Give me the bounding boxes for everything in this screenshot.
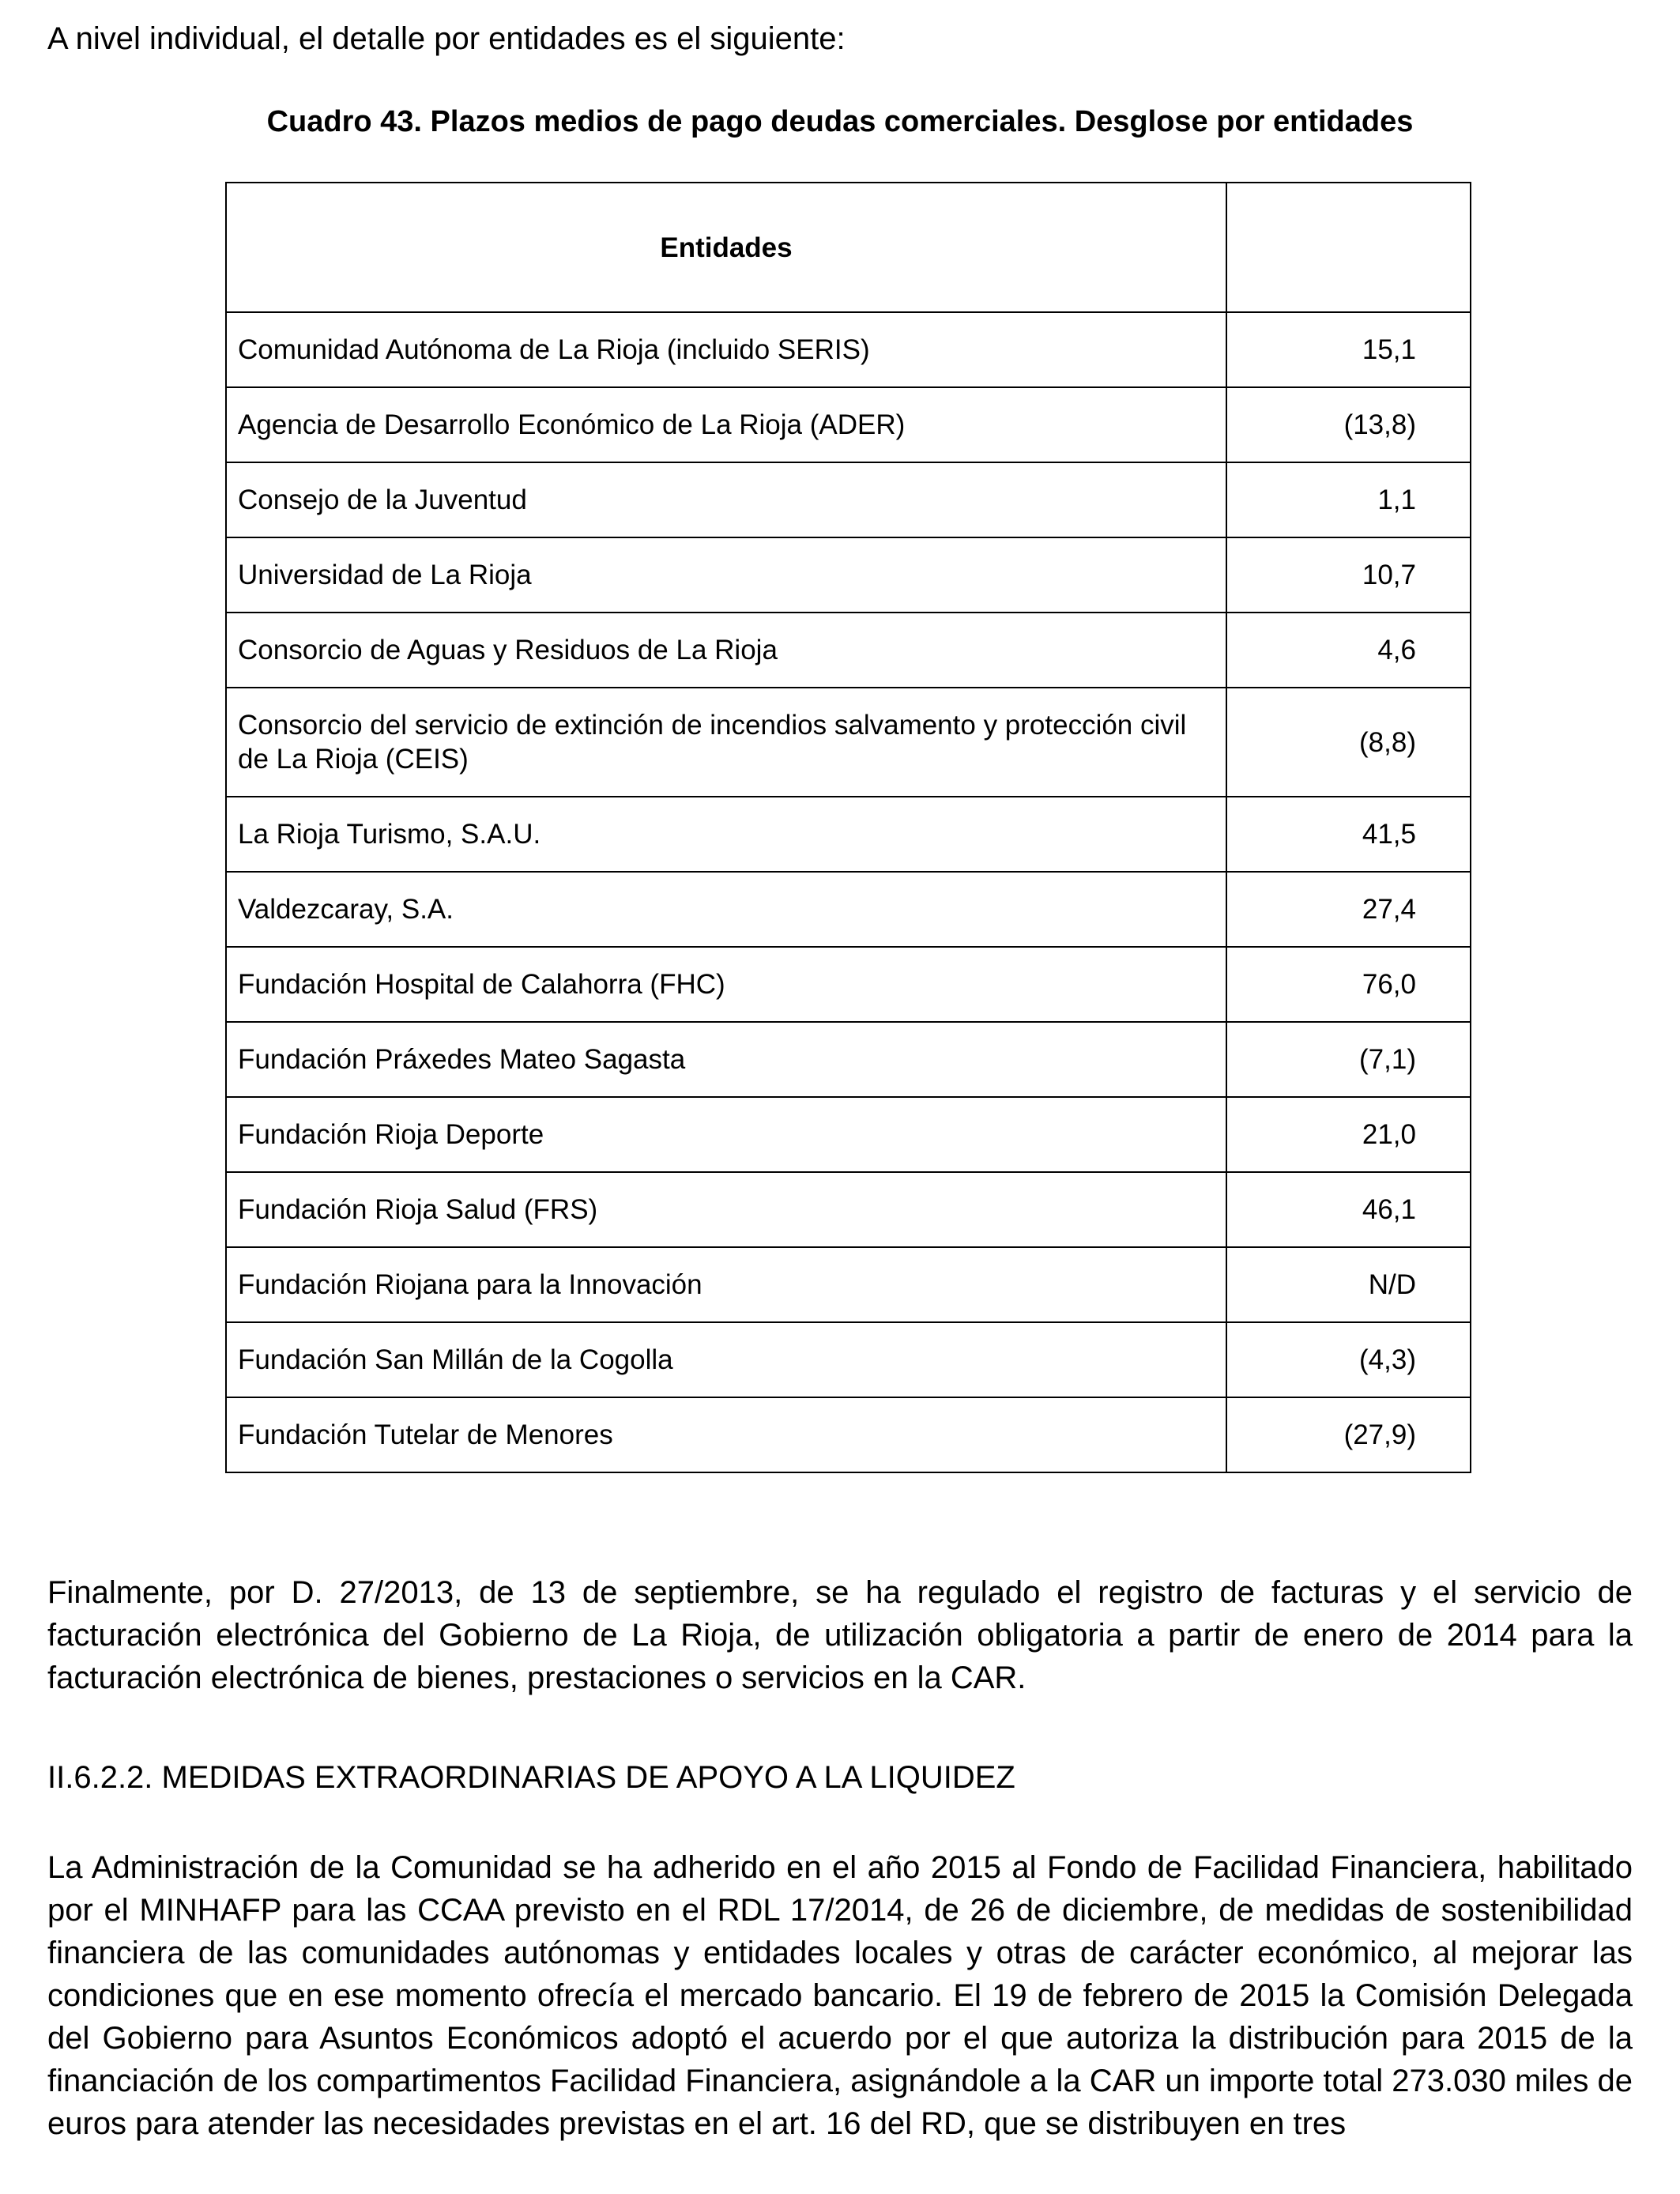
entity-name: Universidad de La Rioja	[226, 537, 1226, 613]
table-row	[226, 1172, 1471, 1247]
entity-value: (27,9)	[1226, 1397, 1471, 1472]
table-header-row	[226, 183, 1471, 312]
table-row	[226, 797, 1471, 872]
intro-text: A nivel individual, el detalle por entidades es el siguiente:	[47, 21, 846, 56]
entity-name: Comunidad Autónoma de La Rioja (incluido SERIS)	[226, 312, 1226, 387]
entity-name: Fundación Práxedes Mateo Sagasta	[226, 1022, 1226, 1097]
entity-name: Fundación Riojana para la Innovación	[226, 1247, 1226, 1322]
table-row	[226, 387, 1471, 462]
entity-value: 41,5	[1226, 797, 1471, 872]
table-row	[226, 1322, 1471, 1397]
header-entidades: Entidades	[226, 183, 1226, 312]
paragraph-facturacion: Finalmente, por D. 27/2013, de 13 de septiembre, se ha regulado el registro de facturas y el servicio de facturación electrónica del Gobierno de La Rioja, de utilización obligatoria a partir de enero de 2014 para la facturación electrónica de bienes, prestaciones o servicios en la CAR.	[47, 1575, 1633, 1695]
table-row	[226, 1022, 1471, 1097]
entity-value: (4,3)	[1226, 1322, 1471, 1397]
section-heading: II.6.2.2. MEDIDAS EXTRAORDINARIAS DE APOYO A LA LIQUIDEZ	[47, 1760, 1015, 1795]
table-row	[226, 462, 1471, 537]
entity-value: 15,1	[1226, 312, 1471, 387]
entity-value: 76,0	[1226, 947, 1471, 1022]
entity-name: Agencia de Desarrollo Económico de La Rioja (ADER)	[226, 387, 1226, 462]
entity-name: Fundación Hospital de Calahorra (FHC)	[226, 947, 1226, 1022]
table-caption: Cuadro 43. Plazos medios de pago deudas comerciales. Desglose por entidades	[266, 105, 1414, 138]
table-row	[226, 1247, 1471, 1322]
entity-name: Fundación San Millán de la Cogolla	[226, 1322, 1226, 1397]
entity-name: Consorcio del servicio de extinción de incendios salvamento y protección civil de La Rioja (CEIS)	[226, 688, 1226, 797]
table-row	[226, 947, 1471, 1022]
entity-value: 4,6	[1226, 613, 1471, 688]
entity-value: 27,4	[1226, 872, 1471, 947]
table-row	[226, 312, 1471, 387]
entity-name: Fundación Rioja Salud (FRS)	[226, 1172, 1226, 1247]
table-row	[226, 688, 1471, 797]
entity-name: La Rioja Turismo, S.A.U.	[226, 797, 1226, 872]
table-row	[226, 872, 1471, 947]
entity-value: 46,1	[1226, 1172, 1471, 1247]
entity-value: (13,8)	[1226, 387, 1471, 462]
entity-value: (8,8)	[1226, 688, 1471, 797]
entity-value: (7,1)	[1226, 1022, 1471, 1097]
entity-value: N/D	[1226, 1247, 1471, 1322]
entity-value: 21,0	[1226, 1097, 1471, 1172]
entity-name: Fundación Tutelar de Menores	[226, 1397, 1226, 1472]
entity-value: 10,7	[1226, 537, 1471, 613]
table-row	[226, 1397, 1471, 1472]
entity-value: 1,1	[1226, 462, 1471, 537]
table-row	[226, 1097, 1471, 1172]
entity-name: Valdezcaray, S.A.	[226, 872, 1226, 947]
entity-name: Consorcio de Aguas y Residuos de La Rioja	[226, 613, 1226, 688]
entities-table	[225, 182, 1471, 1473]
header-value	[1226, 183, 1471, 312]
paragraph-fondo-facilidad: La Administración de la Comunidad se ha adherido en el año 2015 al Fondo de Facilidad Financiera, habilitado por el MINHAFP para las CCAA previsto en el RDL 17/2014, de 26 de diciembre, de medidas de sostenibilidad financiera de las comunidades autónomas y entidades locales y otras de carácter económico, al mejorar las condiciones que en ese momento ofrecía el mercado bancario. El 19 de febrero de 2015 la Comisión Delegada del Gobierno para Asuntos Económicos adoptó el acuerdo por el que autoriza la distribución para 2015 de la financiación de los compartimentos Facilidad Financiera, asignándole a la CAR un importe total 273.030 miles de euros para atender las necesidades previstas en el art. 16 del RD, que se distribuyen en tres	[47, 1850, 1633, 2141]
table-row	[226, 613, 1471, 688]
table-row	[226, 537, 1471, 613]
entity-name: Consejo de la Juventud	[226, 462, 1226, 537]
entity-name: Fundación Rioja Deporte	[226, 1097, 1226, 1172]
